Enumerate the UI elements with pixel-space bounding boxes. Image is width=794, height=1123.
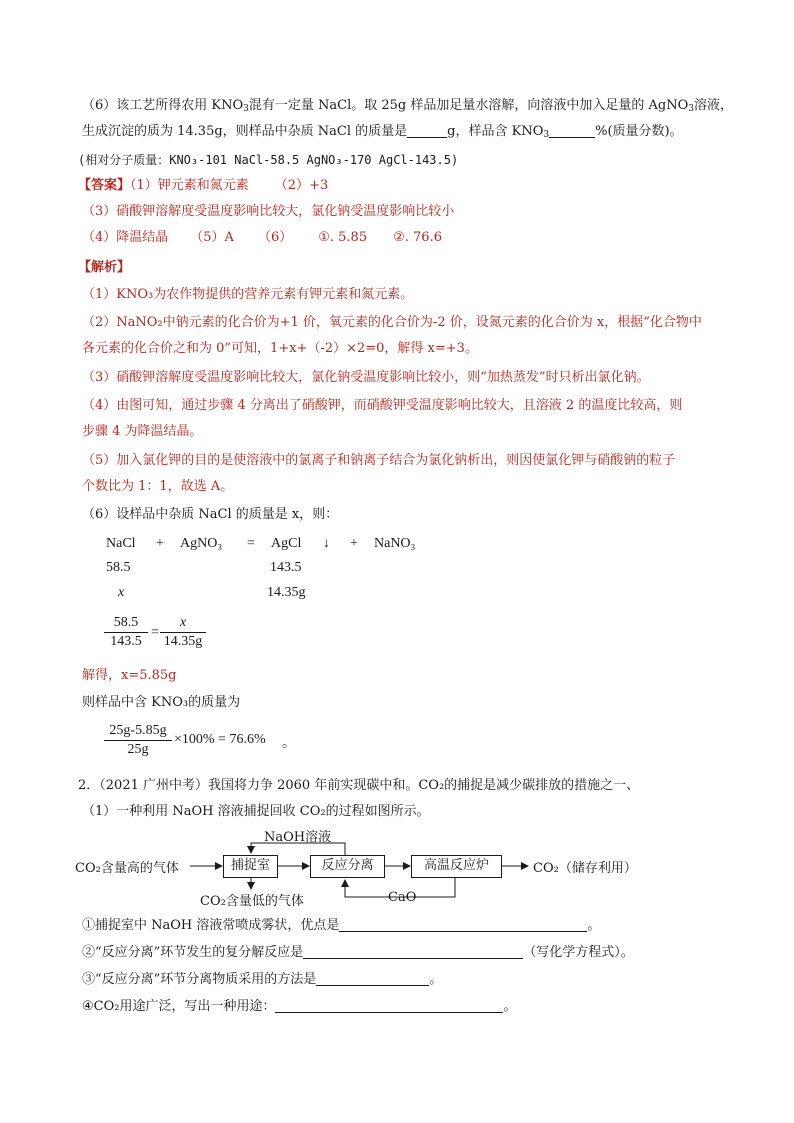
answer-blank[interactable] (316, 971, 429, 986)
q2-text: 。 (587, 918, 601, 933)
answer-blank[interactable] (275, 998, 503, 1013)
analysis-p1: （1）KNO₃为农作物提供的营养元素有钾元素和氮元素。 (82, 287, 414, 302)
high-co2-gas-label: CO₂含量高的气体 (75, 861, 179, 876)
q2-s4 (82, 997, 517, 1017)
answer-item: （5）A (190, 230, 234, 245)
analysis-p3: （3）硝酸钾溶解度受温度影响比较大，氯化钠受温度影响比较小，则“加热蒸发”时只析出氯化钠。 (82, 370, 650, 385)
capture-chamber-box: 捕捉室 (223, 855, 278, 878)
q2-text: ③“反应分离”环节分离物质采用的方法是 (82, 972, 317, 987)
eq-nano3: NaNO₃ (374, 536, 416, 551)
eq-mass-nacl: 58.5 (106, 560, 131, 575)
eq-x: x (118, 585, 125, 600)
q6-line-1: （6）该工艺所得农用 $KNO_3$混有一定量 NaCl。取 25g 样品加足量水溶解，向溶液中加入足量的 AgNO$_3$溶液， (82, 98, 734, 114)
eq-mass-precipitate: 14.35g (267, 585, 306, 600)
analysis-p4b: 步骤 4 为降温结晶。 (82, 424, 203, 439)
solve-result: 解得，x=5.85g (82, 668, 177, 683)
answer-item: （6） (257, 230, 293, 245)
analysis-p4a: （4）由图可知，通过步骤 4 分离出了硝酸钾，而硝酸钾受温度影响比较大，且溶液 2 的温度比较高，则 (82, 398, 683, 413)
q6-text: 溶液， (694, 98, 734, 113)
answer-item: ②. 76.6 (393, 230, 442, 245)
answer-blank[interactable] (303, 944, 523, 959)
low-co2-gas-label: CO₂含量低的气体 (200, 894, 304, 909)
proportion-equals: = (151, 625, 159, 640)
q2-text: ④CO₂用途广泛，写出一种用途： (82, 999, 276, 1014)
analysis-p6: （6）设样品中杂质 NaCl 的质量是 x，则： (82, 507, 339, 522)
naoh-solution-label: NaOH溶液 (264, 830, 332, 845)
kno3-mass-label: 则样品中含 KNO₃的质量为 (82, 695, 241, 710)
percentage-result: ×100% = 76.6% (174, 732, 266, 747)
percentage-fraction: 25g-5.85g 25g (104, 722, 172, 759)
q6-text: %(质量分数)。 (595, 124, 683, 139)
cao-label: CaO (388, 890, 417, 905)
molecular-masses: (相对分子质量：KNO₃-101 NaCl-58.5 AgNO₃-170 AgCl-143.5) (78, 153, 459, 167)
answer-tag: 【答案】 (78, 178, 131, 193)
analysis-p2b: 各元素的化合价之和为 0”可知，1+x+（-2）×2=0，解得 x=+3。 (82, 341, 478, 356)
proportion-fraction-right: x 14.35g (160, 614, 206, 651)
reaction-separation-box: 反应分离 (310, 855, 385, 878)
proportion-fraction-left: 58.5 143.5 (104, 614, 148, 651)
high-temp-furnace-box: 高温反应炉 (411, 855, 502, 878)
q2-sub1: （1）一种利用 NaOH 溶液捕捉回收 CO₂的过程如图所示。 (82, 804, 430, 819)
answer-item: （2）+3 (274, 178, 329, 193)
eq-plus: + (156, 536, 164, 551)
q6-line-2: 生成沉淀的质为 14.35g，则样品中杂质 NaCl 的质量是 g，样品含 $KNO_3$ %(质量分数)。 (82, 124, 683, 140)
analysis-p2a: （2）NaNO₂中钠元素的化合价为+1 价，氧元素的化合价为-2 价，设氮元素的化合价为 x，根据“化合物中 (82, 315, 702, 330)
answer-item: （3）硝酸钾溶解度受温度影响比较大，氯化钠受温度影响比较小 (82, 204, 455, 219)
q6-text: 生成沉淀的质为 14.35g，则样品中杂质 NaCl 的质量是 (82, 124, 408, 139)
q6-text: 混有一定量 NaCl。取 25g 样品加足量水溶解，向溶液中加入足量的 AgNO (248, 98, 689, 113)
q2-text: 。 (503, 999, 517, 1014)
q2-s3 (82, 970, 442, 990)
q6-text: （6）该工艺所得农用 KNO (82, 98, 244, 113)
q2-text: （写化学方程式）。 (523, 945, 634, 960)
answer-item: ①. 5.85 (318, 230, 368, 245)
eq-agcl: AgCl (271, 536, 302, 551)
analysis-tag: 【解析】 (78, 260, 131, 275)
sentence-end: 。 (282, 736, 296, 751)
answer-item: （1）钾元素和氮元素 (130, 178, 249, 193)
q2-text: 。 (429, 972, 443, 987)
q2-s2 (82, 943, 634, 963)
answer-blank[interactable] (339, 917, 587, 932)
q2-text: ②“反应分离”环节发生的复分解反应是 (82, 945, 304, 960)
eq-mass-agcl: 143.5 (270, 560, 302, 575)
co2-storage-label: CO₂（储存利用） (533, 861, 637, 876)
eq-equals: = (247, 536, 255, 551)
q2-intro: 2．（2021 广州中考）我国将力争 2060 年前实现碳中和。CO₂的捕捉是减少碳排放的措施之一、 (78, 778, 640, 793)
precipitate-arrow-icon: ↓ (323, 536, 330, 551)
q6-text: g，样品含 KNO (447, 124, 544, 139)
analysis-p5b: 个数比为 1：1，故选 A。 (82, 479, 234, 494)
analysis-p5a: （5）加入氯化钾的目的是使溶液中的氯离子和钠离子结合为氯化钠析出，则因使氯化钾与硝酸钠的粒子 (82, 453, 676, 468)
q2-text: ①捕捉室中 NaOH 溶液常喷成雾状，优点是 (82, 918, 340, 933)
eq-plus: + (350, 536, 358, 551)
q2-s1 (82, 916, 600, 936)
answer-item: （4）降温结晶 (82, 230, 169, 245)
eq-nacl: NaCl (106, 536, 136, 551)
eq-agno3: AgNO₃ (180, 536, 223, 551)
